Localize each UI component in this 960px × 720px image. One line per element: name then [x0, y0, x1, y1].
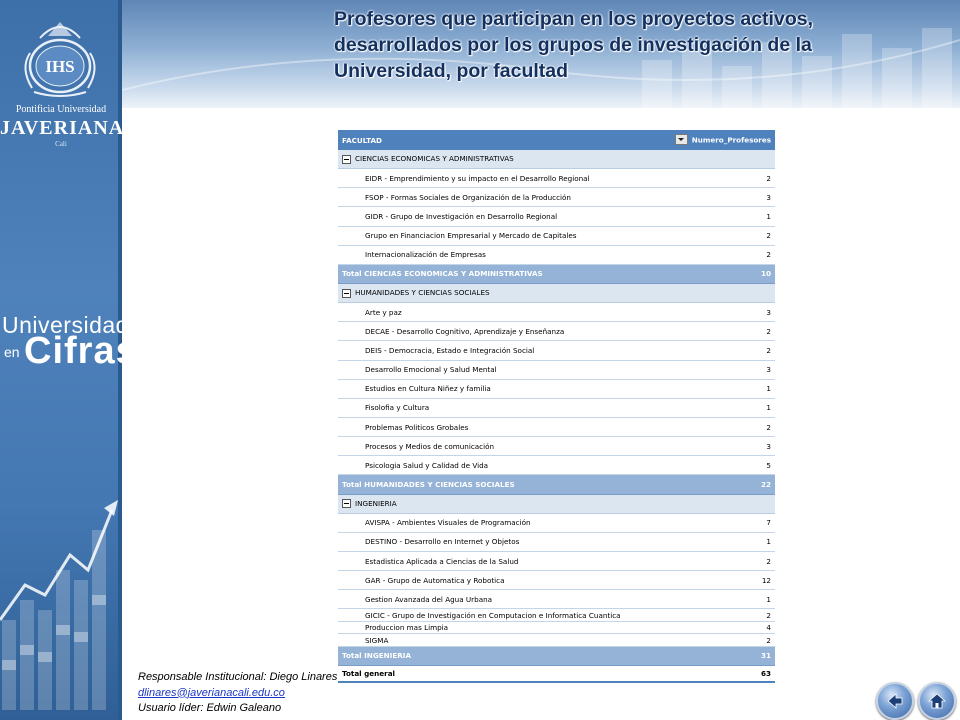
row-label: Procesos y Medios de comunicación: [338, 437, 646, 456]
row-value: 1: [646, 532, 775, 551]
header-facultad: FACULTAD: [338, 130, 646, 150]
decorative-growth-chart-icon: [0, 380, 122, 710]
subtotal-label: Total INGENIERIA: [338, 646, 646, 665]
table-row: [338, 590, 775, 609]
row-value: 12: [646, 571, 775, 590]
table-row: [338, 621, 775, 634]
sidebar: [0, 0, 138, 720]
grand-total-value: 63: [646, 666, 775, 683]
row-label: AVISPA - Ambientes Visuales de Programación: [338, 513, 646, 532]
row-label: Arte y paz: [338, 303, 646, 322]
row-value: 2: [646, 634, 775, 647]
back-button[interactable]: [876, 682, 914, 720]
row-value: 7: [646, 513, 775, 532]
row-value: 2: [646, 609, 775, 622]
table-row: [338, 609, 775, 622]
row-value: 1: [646, 590, 775, 609]
cifras-label: Cifras: [24, 330, 138, 372]
table-row: [338, 379, 775, 398]
table-row: [338, 207, 775, 226]
row-value: 1: [646, 398, 775, 417]
row-value: 2: [646, 551, 775, 570]
collapse-toggle-icon[interactable]: [342, 499, 351, 508]
row-label: GICIC - Grupo de Investigación en Computacion e Informatica Cuantica: [338, 609, 646, 622]
table-row: [338, 437, 775, 456]
grand-total-label: Total general: [338, 666, 646, 683]
home-button[interactable]: [918, 682, 956, 720]
group-cell: [338, 494, 775, 513]
table-row: [338, 226, 775, 245]
row-value: 1: [646, 379, 775, 398]
row-label: Produccion mas Limpia: [338, 621, 646, 634]
table-row: [338, 513, 775, 532]
row-label: FSOP - Formas Sociales de Organización de la Producción: [338, 188, 646, 207]
row-label: Grupo en Financiacion Empresarial y Mercado de Capitales: [338, 226, 646, 245]
row-label: Desarrollo Emocional y Salud Mental: [338, 360, 646, 379]
row-label: Internacionalización de Empresas: [338, 245, 646, 264]
row-value: 3: [646, 188, 775, 207]
page-title: Profesores que participan en los proyectos activos, desarrollados por los grupos de investigación de la Universidad, por facultad: [334, 8, 813, 82]
en-label: en: [4, 344, 20, 360]
subtotal-label: Total CIENCIAS ECONOMICAS Y ADMINISTRATIVAS: [338, 264, 646, 283]
header-numero-profesores: [646, 130, 775, 150]
subtotal-value: 10: [646, 264, 775, 283]
pivot-table: [338, 130, 775, 683]
row-value: 2: [646, 245, 775, 264]
table-header-row: [338, 130, 775, 150]
row-value: 2: [646, 341, 775, 360]
table-row: [338, 188, 775, 207]
row-label: SIGMA: [338, 634, 646, 647]
subtotal-row: [338, 475, 775, 494]
university-crest-icon: [10, 8, 110, 98]
group-label: INGENIERIA: [355, 498, 397, 508]
row-label: DEIS - Democracia, Estado e Integración Social: [338, 341, 646, 360]
row-label: EIDR - Emprendimiento y su impacto en el Desarrollo Regional: [338, 169, 646, 188]
row-value: 3: [646, 303, 775, 322]
group-label: CIENCIAS ECONOMICAS Y ADMINISTRATIVAS: [355, 154, 514, 164]
table-row: [338, 169, 775, 188]
responsible-text: Responsable Institucional: Diego Linares: [138, 671, 338, 683]
collapse-toggle-icon[interactable]: [342, 289, 351, 298]
subtotal-row: [338, 646, 775, 665]
brand-name: JAVERIANA: [0, 117, 125, 139]
group-cell: [338, 283, 775, 302]
table-row: [338, 322, 775, 341]
group-row[interactable]: [338, 283, 775, 302]
grand-total-row: [338, 666, 775, 683]
subtotal-label: Total HUMANIDADES Y CIENCIAS SOCIALES: [338, 475, 646, 494]
row-value: 3: [646, 360, 775, 379]
crest-text: IHS: [45, 57, 75, 76]
row-label: GAR - Grupo de Automatica y Robotica: [338, 571, 646, 590]
table-row: [338, 245, 775, 264]
row-label: Gestion Avanzada del Agua Urbana: [338, 590, 646, 609]
row-value: 2: [646, 322, 775, 341]
header-numero-profesores-label: Numero_Profesores: [691, 135, 771, 144]
filter-dropdown-icon[interactable]: [675, 134, 688, 145]
table-row: [338, 551, 775, 570]
row-label: Fisolofia y Cultura: [338, 398, 646, 417]
table-row: [338, 532, 775, 551]
table-row: [338, 417, 775, 436]
row-label: Estadistica Aplicada a Ciencias de la Salud: [338, 551, 646, 570]
email-link[interactable]: dlinares@javerianacali.edu.co: [138, 686, 285, 699]
universidad-label: Universidad: [2, 312, 129, 338]
collapse-toggle-icon[interactable]: [342, 155, 351, 164]
row-label: DECAE - Desarrollo Cognitivo, Aprendizaje y Enseñanza: [338, 322, 646, 341]
back-arrow-icon: [885, 691, 905, 711]
group-row[interactable]: [338, 150, 775, 169]
row-value: 3: [646, 437, 775, 456]
group-cell: [338, 150, 775, 169]
row-value: 1: [646, 207, 775, 226]
leader-text: Usuario líder: Edwin Galeano: [138, 702, 282, 714]
row-label: Psicologia Salud y Calidad de Vida: [338, 456, 646, 475]
row-label: Problemas Politicos Grobales: [338, 417, 646, 436]
row-value: 2: [646, 417, 775, 436]
group-row[interactable]: [338, 494, 775, 513]
home-icon: [927, 691, 947, 711]
footer: [138, 670, 337, 717]
table-row: [338, 398, 775, 417]
row-value: 5: [646, 456, 775, 475]
header-banner: [122, 0, 960, 108]
table-row: [338, 341, 775, 360]
subtotal-value: 31: [646, 646, 775, 665]
table-row: [338, 456, 775, 475]
table-row: [338, 360, 775, 379]
brand-subtitle: Pontificia Universidad: [15, 104, 107, 115]
row-value: 2: [646, 169, 775, 188]
table-row: [338, 303, 775, 322]
table-row: [338, 634, 775, 647]
row-value: 2: [646, 226, 775, 245]
subtotal-value: 22: [646, 475, 775, 494]
row-label: DESTINO - Desarrollo en Internet y Objetos: [338, 532, 646, 551]
subtotal-row: [338, 264, 775, 283]
row-label: GIDR - Grupo de Investigación en Desarrollo Regional: [338, 207, 646, 226]
table-row: [338, 571, 775, 590]
row-label: Estudios en Cultura Niñez y familia: [338, 379, 646, 398]
row-value: 4: [646, 621, 775, 634]
group-label: HUMANIDADES Y CIENCIAS SOCIALES: [355, 288, 490, 298]
brand-city: Cali: [55, 140, 67, 148]
